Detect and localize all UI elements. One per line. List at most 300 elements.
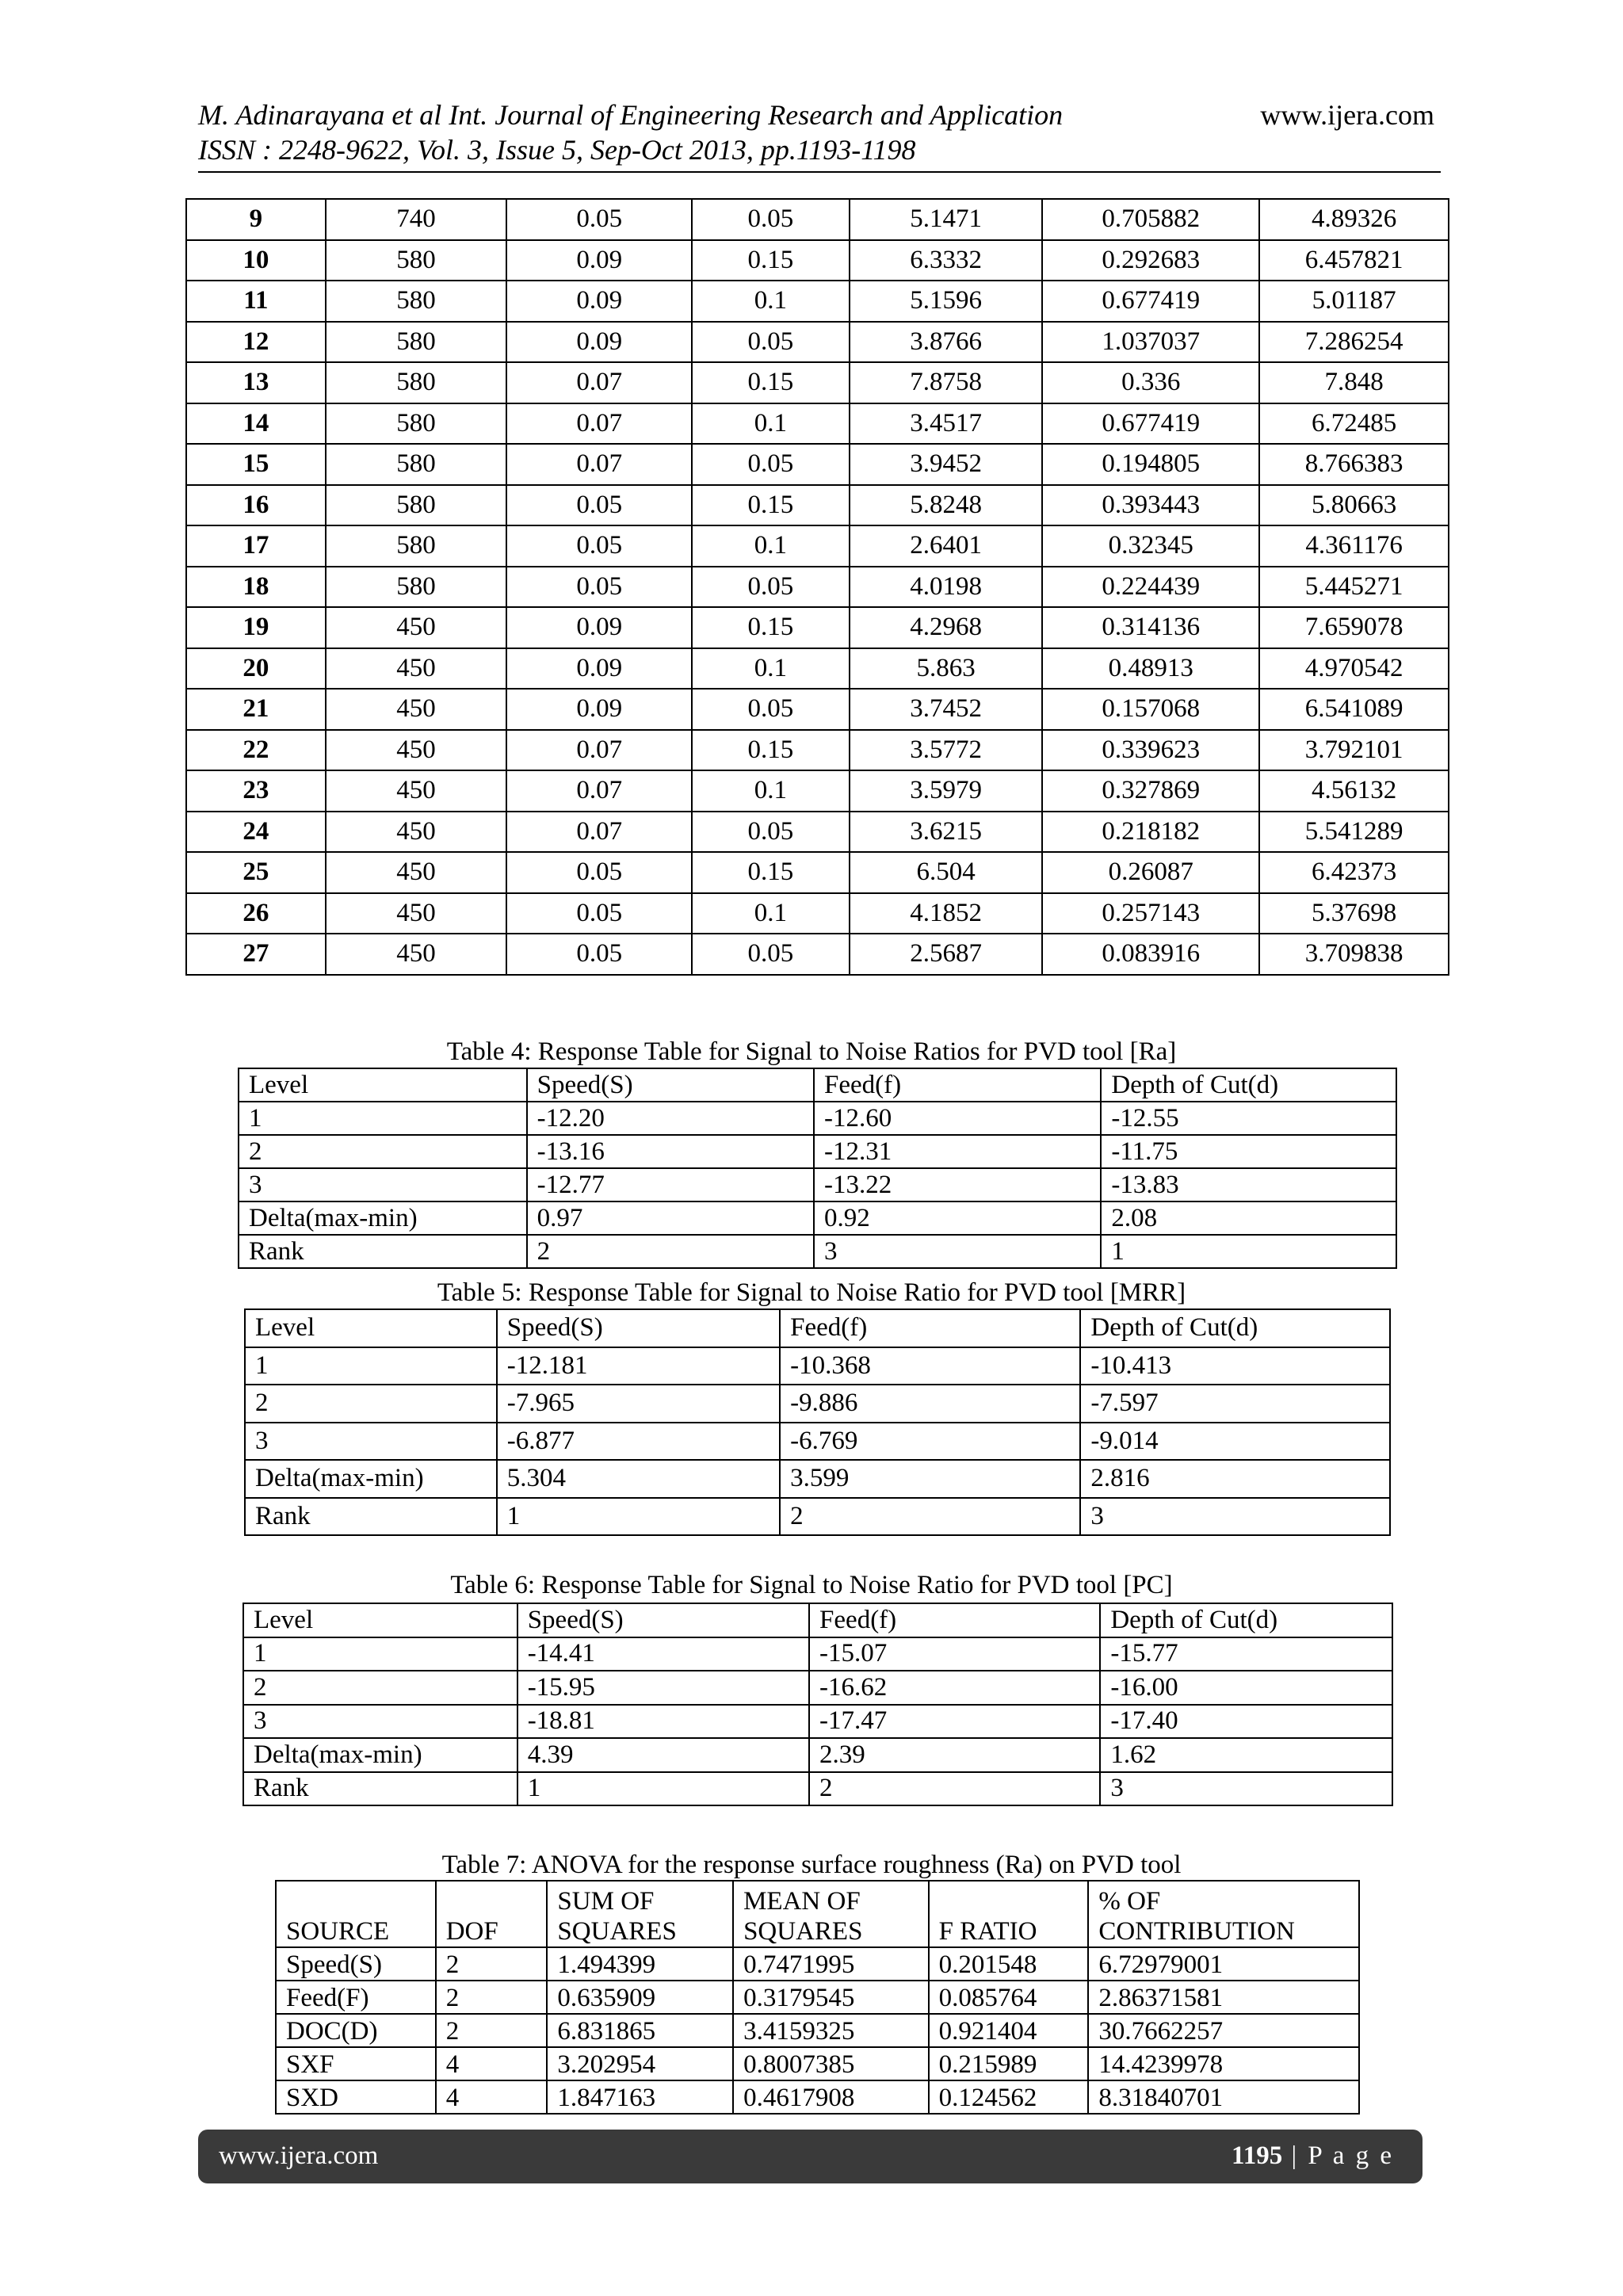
table-cell: 0.194805 — [1042, 444, 1259, 485]
table-cell: 0.393443 — [1042, 485, 1259, 526]
table-cell: 5.8248 — [850, 485, 1043, 526]
table-cell: 0.05 — [506, 567, 692, 608]
table-cell: 7.8758 — [850, 362, 1043, 403]
table-cell: 0.921404 — [929, 2014, 1089, 2047]
table-cell: 580 — [326, 281, 507, 322]
table-cell: 9 — [186, 199, 326, 240]
table-cell: 0.48913 — [1042, 648, 1259, 690]
table-cell: 0.07 — [506, 362, 692, 403]
table-cell: 2 — [436, 1981, 548, 2014]
table-cell: 30.7662257 — [1088, 2014, 1359, 2047]
table-cell: -10.413 — [1080, 1347, 1390, 1385]
table-cell: 2.5687 — [850, 934, 1043, 975]
data-row — [186, 199, 1449, 240]
table-cell: 0.05 — [692, 934, 850, 975]
table-cell: 0.15 — [692, 240, 850, 281]
table-cell: 1 — [245, 1347, 497, 1385]
table-cell: 450 — [326, 607, 507, 648]
data-row — [186, 444, 1449, 485]
data-row — [186, 812, 1449, 853]
table-cell: Speed(S) — [527, 1068, 814, 1102]
table-row — [245, 1460, 1390, 1498]
table-cell: 0.05 — [506, 934, 692, 975]
table-cell: 580 — [326, 322, 507, 363]
table-cell: 16 — [186, 485, 326, 526]
table-cell: 3 — [239, 1168, 527, 1201]
table-cell: 26 — [186, 893, 326, 934]
table-cell: 3 — [245, 1423, 497, 1461]
table-cell: 0.3179545 — [733, 1981, 929, 2014]
table-cell: 3.6215 — [850, 812, 1043, 853]
table-cell: 0.215989 — [929, 2047, 1089, 2080]
table-cell: 0.1 — [692, 525, 850, 567]
table-cell: 0.05 — [692, 689, 850, 730]
table-cell: 1.037037 — [1042, 322, 1259, 363]
table-cell: -12.31 — [814, 1135, 1101, 1168]
table-cell: 3.7452 — [850, 689, 1043, 730]
table-cell: 2 — [527, 1235, 814, 1268]
table-cell: 0.09 — [506, 648, 692, 690]
table-cell: Delta(max-min) — [243, 1738, 517, 1772]
table-cell: -17.47 — [809, 1705, 1100, 1739]
table-row — [276, 2014, 1359, 2047]
column-header: SUM OF SQUARES — [547, 1881, 733, 1947]
table-cell: 5.1596 — [850, 281, 1043, 322]
data-row — [186, 689, 1449, 730]
page-number-value: 1195 — [1232, 2141, 1283, 2170]
data-row — [186, 770, 1449, 812]
table-cell: 450 — [326, 770, 507, 812]
table-cell: 2 — [436, 2014, 548, 2047]
table-cell: 6.42373 — [1259, 852, 1449, 893]
table7-caption: Table 7: ANOVA for the response surface roughness (Ra) on PVD tool — [441, 1851, 1182, 1879]
journal-site: www.ijera.com — [1260, 99, 1434, 131]
table-cell: 580 — [326, 567, 507, 608]
table-cell: 0.97 — [527, 1201, 814, 1235]
running-header — [198, 97, 1434, 167]
table-cell: 1 — [239, 1102, 527, 1135]
table-cell: -15.77 — [1100, 1637, 1392, 1671]
table-cell: 450 — [326, 893, 507, 934]
table-cell: 4.89326 — [1259, 199, 1449, 240]
table-cell: 0.201548 — [929, 1947, 1089, 1981]
table-row — [276, 2047, 1359, 2080]
table-row — [243, 1772, 1392, 1806]
table-row — [245, 1347, 1390, 1385]
table-cell: 580 — [326, 444, 507, 485]
table-cell: Speed(S) — [497, 1309, 780, 1347]
table-row — [243, 1671, 1392, 1705]
table-cell: 13 — [186, 362, 326, 403]
table-cell: 580 — [326, 362, 507, 403]
data-row — [186, 730, 1449, 771]
table-cell: 2 — [243, 1671, 517, 1705]
table-cell: 1.494399 — [547, 1947, 733, 1981]
table-cell: 27 — [186, 934, 326, 975]
table-cell: -16.00 — [1100, 1671, 1392, 1705]
column-header: DOF — [436, 1881, 548, 1947]
table-cell: Feed(f) — [814, 1068, 1101, 1102]
table-cell: -10.368 — [780, 1347, 1080, 1385]
table-cell: 580 — [326, 525, 507, 567]
table-cell: Rank — [243, 1772, 517, 1806]
table-row — [239, 1201, 1396, 1235]
table-cell: 21 — [186, 689, 326, 730]
table-row — [245, 1385, 1390, 1423]
table-cell: 6.457821 — [1259, 240, 1449, 281]
table-row — [239, 1235, 1396, 1268]
table-cell: Level — [245, 1309, 497, 1347]
table-cell: 5.1471 — [850, 199, 1043, 240]
table-cell: 6.72485 — [1259, 403, 1449, 445]
table-cell: 4.361176 — [1259, 525, 1449, 567]
table-cell: 7.848 — [1259, 362, 1449, 403]
table-row — [245, 1309, 1390, 1347]
table-cell: 1 — [243, 1637, 517, 1671]
table-cell: 0.09 — [506, 607, 692, 648]
table-cell: 0.07 — [506, 730, 692, 771]
table-cell: 1 — [1101, 1235, 1396, 1268]
table-cell: 0.05 — [692, 444, 850, 485]
table-cell: 17 — [186, 525, 326, 567]
footer-site: www.ijera.com — [219, 2141, 379, 2170]
column-header: F RATIO — [929, 1881, 1089, 1947]
table-cell: 4.970542 — [1259, 648, 1449, 690]
table-cell: 0.157068 — [1042, 689, 1259, 730]
table-cell: 580 — [326, 240, 507, 281]
table-cell: SXD — [276, 2080, 436, 2114]
table4-sn-ra — [238, 1068, 1397, 1269]
table-cell: 0.15 — [692, 362, 850, 403]
table-cell: 3 — [243, 1705, 517, 1739]
table-cell: 2.86371581 — [1088, 1981, 1359, 2014]
table-cell: -7.965 — [497, 1385, 780, 1423]
table-cell: 0.1 — [692, 648, 850, 690]
table-cell: 4 — [436, 2047, 548, 2080]
table-cell: Feed(f) — [809, 1603, 1100, 1637]
table-cell: 0.292683 — [1042, 240, 1259, 281]
table-cell: -13.22 — [814, 1168, 1101, 1201]
table-cell: 15 — [186, 444, 326, 485]
table-cell: 0.4617908 — [733, 2080, 929, 2114]
table-cell: 1 — [517, 1772, 809, 1806]
table-cell: 0.05 — [692, 567, 850, 608]
table-cell: 12 — [186, 322, 326, 363]
table-cell: 0.09 — [506, 322, 692, 363]
table-cell: 11 — [186, 281, 326, 322]
table-row — [276, 1947, 1359, 1981]
table-cell: -12.60 — [814, 1102, 1101, 1135]
data-row — [186, 485, 1449, 526]
data-row — [186, 403, 1449, 445]
table-cell: 450 — [326, 648, 507, 690]
table-cell: 4.39 — [517, 1738, 809, 1772]
table-row — [243, 1738, 1392, 1772]
table-cell: 2 — [780, 1498, 1080, 1536]
table-cell: 3.709838 — [1259, 934, 1449, 975]
page-number — [1232, 2141, 1394, 2171]
table-row — [239, 1102, 1396, 1135]
table-cell: 0.92 — [814, 1201, 1101, 1235]
table-cell: 19 — [186, 607, 326, 648]
table-cell: 0.07 — [506, 403, 692, 445]
column-header: MEAN OF SQUARES — [733, 1881, 929, 1947]
data-row — [186, 648, 1449, 690]
table-cell: 450 — [326, 689, 507, 730]
table-row — [243, 1705, 1392, 1739]
table-cell: 3.202954 — [547, 2047, 733, 2080]
table-cell: 0.257143 — [1042, 893, 1259, 934]
table-cell: 0.705882 — [1042, 199, 1259, 240]
data-row — [186, 362, 1449, 403]
table-cell: Depth of Cut(d) — [1101, 1068, 1396, 1102]
table-cell: 0.09 — [506, 689, 692, 730]
table-cell: 6.3332 — [850, 240, 1043, 281]
table-cell: -16.62 — [809, 1671, 1100, 1705]
table-cell: Feed(F) — [276, 1981, 436, 2014]
issn-line: ISSN : 2248-9622, Vol. 3, Issue 5, Sep-Oct 2013, pp.1193-1198 — [198, 134, 916, 166]
table-cell: -6.769 — [780, 1423, 1080, 1461]
table-cell: 25 — [186, 852, 326, 893]
table-cell: 0.09 — [506, 240, 692, 281]
table-cell: 0.314136 — [1042, 607, 1259, 648]
table-cell: 0.339623 — [1042, 730, 1259, 771]
table-cell: 3.4159325 — [733, 2014, 929, 2047]
table-cell: Rank — [245, 1498, 497, 1536]
table-cell: 0.05 — [506, 852, 692, 893]
table-cell: Level — [243, 1603, 517, 1637]
table-cell: 2.08 — [1101, 1201, 1396, 1235]
table-cell: 0.218182 — [1042, 812, 1259, 853]
table-cell: 0.09 — [506, 281, 692, 322]
table-cell: 3.9452 — [850, 444, 1043, 485]
table-cell: 0.327869 — [1042, 770, 1259, 812]
table-cell: 5.37698 — [1259, 893, 1449, 934]
page-suffix: | P a g e — [1282, 2141, 1394, 2170]
table-cell: 0.1 — [692, 281, 850, 322]
table-cell: 0.083916 — [1042, 934, 1259, 975]
table-cell: 0.07 — [506, 444, 692, 485]
table-cell: 4.0198 — [850, 567, 1043, 608]
table6-caption: Table 6: Response Table for Signal to Noise Ratio for PVD tool [PC] — [450, 1571, 1173, 1599]
table5-caption: Table 5: Response Table for Signal to Noise Ratio for PVD tool [MRR] — [437, 1278, 1186, 1307]
table-row — [239, 1168, 1396, 1201]
table4-caption: Table 4: Response Table for Signal to Noise Ratios for PVD tool [Ra] — [446, 1037, 1177, 1066]
table-cell: 0.15 — [692, 485, 850, 526]
table-cell: -12.55 — [1101, 1102, 1396, 1135]
table-row — [276, 2080, 1359, 2114]
table-cell: 0.677419 — [1042, 403, 1259, 445]
table-cell: -9.014 — [1080, 1423, 1390, 1461]
table-cell: DOC(D) — [276, 2014, 436, 2047]
table-cell: 450 — [326, 730, 507, 771]
table-cell: 450 — [326, 812, 507, 853]
table-cell: -12.20 — [527, 1102, 814, 1135]
table-cell: 4 — [436, 2080, 548, 2114]
table-cell: Level — [239, 1068, 527, 1102]
table-cell: Speed(S) — [276, 1947, 436, 1981]
table-cell: 0.085764 — [929, 1981, 1089, 2014]
table-cell: 6.541089 — [1259, 689, 1449, 730]
data-row — [186, 322, 1449, 363]
table-cell: 1 — [497, 1498, 780, 1536]
table-row — [243, 1637, 1392, 1671]
table-cell: -6.877 — [497, 1423, 780, 1461]
table-cell: 6.504 — [850, 852, 1043, 893]
table-cell: 7.659078 — [1259, 607, 1449, 648]
table-row — [239, 1068, 1396, 1102]
table5-sn-mrr — [244, 1308, 1391, 1536]
table-row — [276, 1981, 1359, 2014]
table-cell: -18.81 — [517, 1705, 809, 1739]
table-cell: 14 — [186, 403, 326, 445]
table-cell: 0.15 — [692, 607, 850, 648]
table-cell: 2.816 — [1080, 1460, 1390, 1498]
table-cell: 3.4517 — [850, 403, 1043, 445]
table-cell: 450 — [326, 852, 507, 893]
table-cell: 0.07 — [506, 812, 692, 853]
table-cell: 0.32345 — [1042, 525, 1259, 567]
table-cell: 23 — [186, 770, 326, 812]
table-cell: SXF — [276, 2047, 436, 2080]
data-row — [186, 934, 1449, 975]
table-cell: -14.41 — [517, 1637, 809, 1671]
table-cell: 6.72979001 — [1088, 1947, 1359, 1981]
table-cell: 0.05 — [506, 525, 692, 567]
table-cell: 8.766383 — [1259, 444, 1449, 485]
table-cell: 0.05 — [506, 893, 692, 934]
table-cell: 3.599 — [780, 1460, 1080, 1498]
table-cell: 0.1 — [692, 893, 850, 934]
table-cell: 24 — [186, 812, 326, 853]
table-row — [245, 1498, 1390, 1536]
table-cell: -11.75 — [1101, 1135, 1396, 1168]
table-cell: 580 — [326, 485, 507, 526]
table-cell: 740 — [326, 199, 507, 240]
table-cell: 2 — [809, 1772, 1100, 1806]
table-cell: 0.1 — [692, 403, 850, 445]
table-cell: 18 — [186, 567, 326, 608]
table-cell: 5.304 — [497, 1460, 780, 1498]
table-cell: Depth of Cut(d) — [1100, 1603, 1392, 1637]
table-cell: 0.26087 — [1042, 852, 1259, 893]
table-row — [245, 1423, 1390, 1461]
table-cell: 3.5979 — [850, 770, 1043, 812]
table-cell: 0.15 — [692, 852, 850, 893]
data-row — [186, 281, 1449, 322]
table-cell: 0.1 — [692, 770, 850, 812]
data-row — [186, 607, 1449, 648]
table-cell: 0.07 — [506, 770, 692, 812]
table-cell: Delta(max-min) — [245, 1460, 497, 1498]
table-row — [239, 1135, 1396, 1168]
table-cell: -7.597 — [1080, 1385, 1390, 1423]
table-cell: 2.6401 — [850, 525, 1043, 567]
table-cell: -13.16 — [527, 1135, 814, 1168]
table-cell: 450 — [326, 934, 507, 975]
table-cell: 1.847163 — [547, 2080, 733, 2114]
table-cell: 5.541289 — [1259, 812, 1449, 853]
data-row — [186, 525, 1449, 567]
page-footer — [198, 2130, 1423, 2183]
table-cell: 7.286254 — [1259, 322, 1449, 363]
table-cell: 0.635909 — [547, 1981, 733, 2014]
table-cell: -12.181 — [497, 1347, 780, 1385]
table-cell: 0.8007385 — [733, 2047, 929, 2080]
table-cell: 2.39 — [809, 1738, 1100, 1772]
table-cell: 20 — [186, 648, 326, 690]
table-cell: -15.95 — [517, 1671, 809, 1705]
table-cell: -17.40 — [1100, 1705, 1392, 1739]
table-cell: 8.31840701 — [1088, 2080, 1359, 2114]
table-cell: -15.07 — [809, 1637, 1100, 1671]
table-cell: 2 — [436, 1947, 548, 1981]
table-cell: 3 — [814, 1235, 1101, 1268]
table-cell: 4.56132 — [1259, 770, 1449, 812]
table-cell: 3 — [1080, 1498, 1390, 1536]
table7-anova-ra — [275, 1880, 1360, 2115]
table-cell: 5.80663 — [1259, 485, 1449, 526]
table-cell: 2 — [245, 1385, 497, 1423]
table-cell: -13.83 — [1101, 1168, 1396, 1201]
table-cell: Delta(max-min) — [239, 1201, 527, 1235]
table-cell: 5.01187 — [1259, 281, 1449, 322]
table-cell: 4.1852 — [850, 893, 1043, 934]
table-row — [243, 1603, 1392, 1637]
table-cell: 5.863 — [850, 648, 1043, 690]
table-cell: 0.336 — [1042, 362, 1259, 403]
experiment-data-table — [185, 198, 1449, 976]
table-cell: 10 — [186, 240, 326, 281]
table-cell: 3.8766 — [850, 322, 1043, 363]
table6-sn-pc — [242, 1603, 1393, 1806]
table-cell: 14.4239978 — [1088, 2047, 1359, 2080]
table-cell: 5.445271 — [1259, 567, 1449, 608]
table-cell: 580 — [326, 403, 507, 445]
table-cell: 0.05 — [692, 322, 850, 363]
table-cell: 2 — [239, 1135, 527, 1168]
table-cell: 0.677419 — [1042, 281, 1259, 322]
column-header: SOURCE — [276, 1881, 436, 1947]
table-cell: 0.124562 — [929, 2080, 1089, 2114]
table-cell: Feed(f) — [780, 1309, 1080, 1347]
header-rule — [198, 171, 1441, 173]
table-cell: 1.62 — [1100, 1738, 1392, 1772]
column-header: % OF CONTRIBUTION — [1088, 1881, 1359, 1947]
table-cell: Depth of Cut(d) — [1080, 1309, 1390, 1347]
table-cell: 0.15 — [692, 730, 850, 771]
table-cell: 0.05 — [692, 812, 850, 853]
table-cell: 3 — [1100, 1772, 1392, 1806]
table-cell: 6.831865 — [547, 2014, 733, 2047]
table-cell: 0.224439 — [1042, 567, 1259, 608]
table-cell: 0.05 — [506, 199, 692, 240]
table-cell: Rank — [239, 1235, 527, 1268]
table-cell: 4.2968 — [850, 607, 1043, 648]
table-cell: 3.792101 — [1259, 730, 1449, 771]
header-row — [276, 1881, 1359, 1947]
table-cell: 0.05 — [692, 199, 850, 240]
journal-citation: M. Adinarayana et al Int. Journal of Engineering Research and Application — [198, 99, 1064, 131]
table-cell: 0.05 — [506, 485, 692, 526]
table-cell: 0.7471995 — [733, 1947, 929, 1981]
table-cell: -9.886 — [780, 1385, 1080, 1423]
table-cell: Speed(S) — [517, 1603, 809, 1637]
data-row — [186, 567, 1449, 608]
data-row — [186, 240, 1449, 281]
data-row — [186, 893, 1449, 934]
table-cell: 3.5772 — [850, 730, 1043, 771]
